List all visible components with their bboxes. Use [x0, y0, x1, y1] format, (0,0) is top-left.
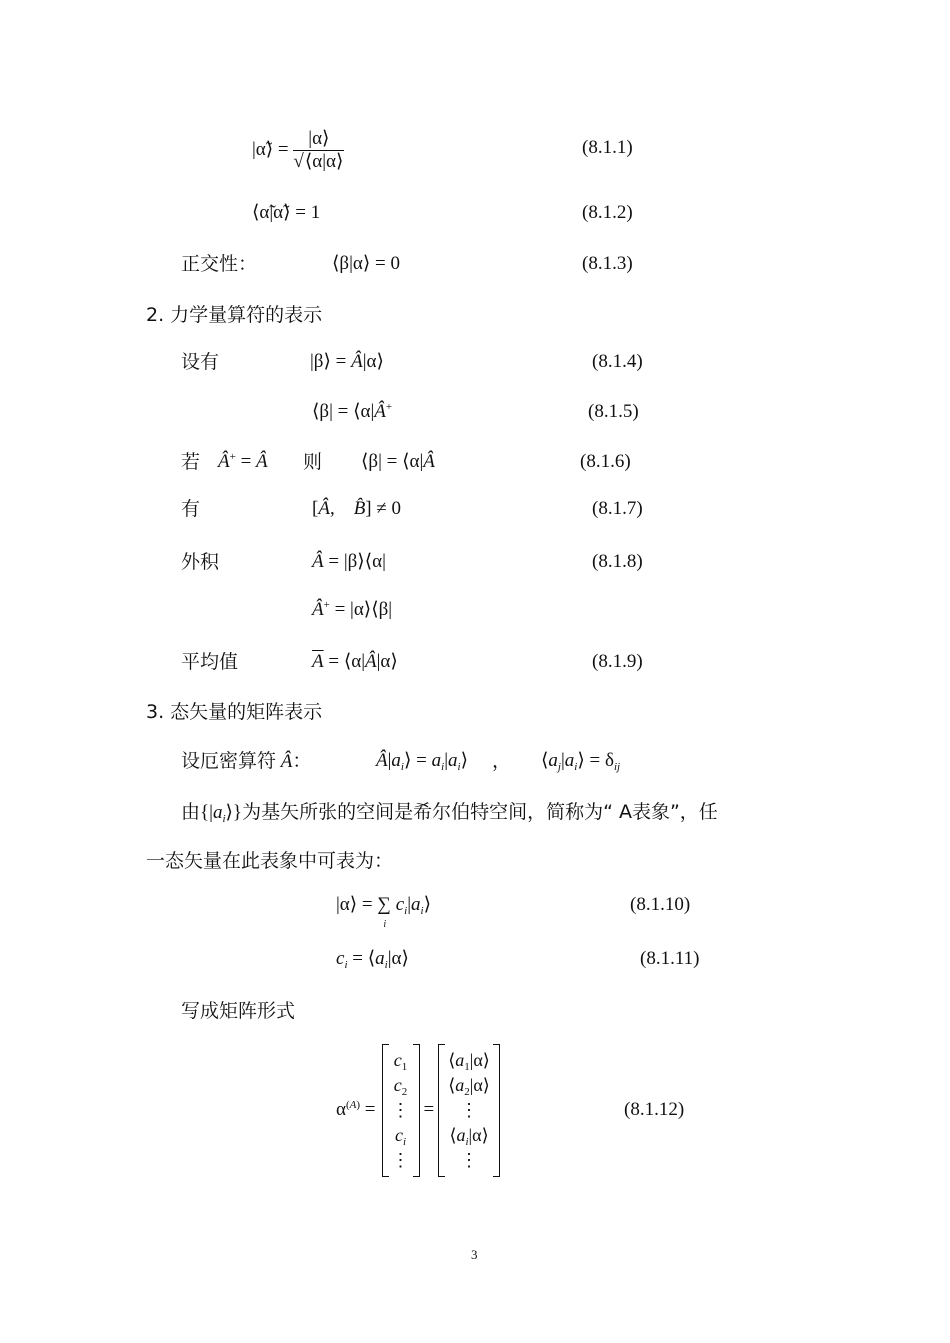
equation-number: (8.1.5) — [588, 401, 639, 422]
equation-number: (8.1.8) — [592, 551, 643, 572]
equation-number: (8.1.3) — [582, 253, 633, 274]
orthogonality-label: 正交性： — [181, 253, 258, 275]
hermitian-operator-label: 设厄密算符 Â： — [181, 750, 312, 772]
paragraph-line-1: 由$\{|a_i⟩\}$为基矢所张的空间是希尔伯特空间，简称为“ A表象”，任 — [181, 801, 718, 825]
equation-8-1-3: ⟨β|α⟩ = 0 — [332, 253, 400, 274]
equation-8-1-7: [Â, B̂] ≠ 0 — [312, 498, 402, 519]
equation-number: (8.1.1) — [582, 137, 633, 158]
equation-8-1-12: $\alpha^{(A)}$ = $c_1$ $c_2$ ⋮ $c_i$ ⋮ = $⟨a_1|\alpha⟩$ $⟨a_2|\alpha⟩$ ⋮ $⟨a_i|\alpha⟩$ ⋮ — [336, 1046, 500, 1174]
equation-8-1-9: $\overline{A}$ = ⟨α|Â|α⟩ — [312, 651, 398, 672]
outer-product-label: 外积 — [181, 551, 220, 573]
equation-number: (8.1.2) — [582, 202, 633, 223]
equation-8-1-5: ⟨β| = ⟨α|Â+ — [312, 401, 393, 422]
section-heading: 3. 态矢量的矩阵表示 — [146, 701, 323, 723]
equation-8-1-6: ⟨β| = ⟨α|Â — [361, 451, 435, 472]
equation-number: (8.1.11) — [640, 948, 700, 969]
equation-number: (8.1.4) — [592, 351, 643, 372]
equation-8-1-4: |β⟩ = Â|α⟩ — [310, 351, 384, 372]
equation-8-1-8-adjoint: Â+ = |α⟩⟨β| — [312, 599, 393, 620]
equation-8-1-1: |α̃⟩ = $\frac{|\alpha⟩}{√⟨\alpha|\alpha⟩}$ — [252, 128, 344, 172]
equation-8-1-8: Â = |β⟩⟨α| — [312, 551, 386, 572]
hermitian-condition: Â+ = Â — [218, 451, 268, 472]
equation-8-1-2: ⟨α̃|α̃⟩ = 1 — [252, 202, 321, 223]
if-label: 若 — [181, 451, 201, 473]
paragraph-line-2: 一态矢量在此表象中可表为： — [146, 850, 394, 872]
matrix-form-label: 写成矩阵形式 — [181, 1000, 296, 1022]
projection-vector: $⟨a_1|\alpha⟩$ $⟨a_2|\alpha⟩$ ⋮ $⟨a_i|\alpha⟩$ ⋮ — [438, 1048, 500, 1173]
coefficient-vector: $c_1$ $c_2$ ⋮ $c_i$ ⋮ — [382, 1048, 420, 1173]
equation-8-1-11: $c_i$ = $⟨a_i|\alpha⟩$ — [336, 948, 409, 971]
orthonormal-equation: $⟨a_j|a_i⟩ = \delta_{ij}$ — [541, 750, 621, 773]
section-heading: 2. 力学量算符的表示 — [146, 304, 323, 326]
equation-number: (8.1.10) — [630, 894, 691, 915]
then-label: 则 — [303, 451, 323, 473]
eigen-equation: $Â|a_i⟩$ = $a_i|a_i⟩$ — [376, 750, 468, 773]
let-label: 设有 — [181, 351, 220, 373]
equation-number: (8.1.7) — [592, 498, 643, 519]
equation-number: (8.1.6) — [580, 451, 631, 472]
page-number: 3 — [471, 1247, 478, 1262]
comma: ， — [492, 750, 512, 772]
average-label: 平均值 — [181, 651, 239, 673]
equation-number: (8.1.12) — [624, 1099, 685, 1120]
equation-number: (8.1.9) — [592, 651, 643, 672]
equation-8-1-10: |α⟩ = ∑ i $c_i|a_i⟩$ — [336, 894, 431, 930]
have-label: 有 — [181, 498, 201, 520]
